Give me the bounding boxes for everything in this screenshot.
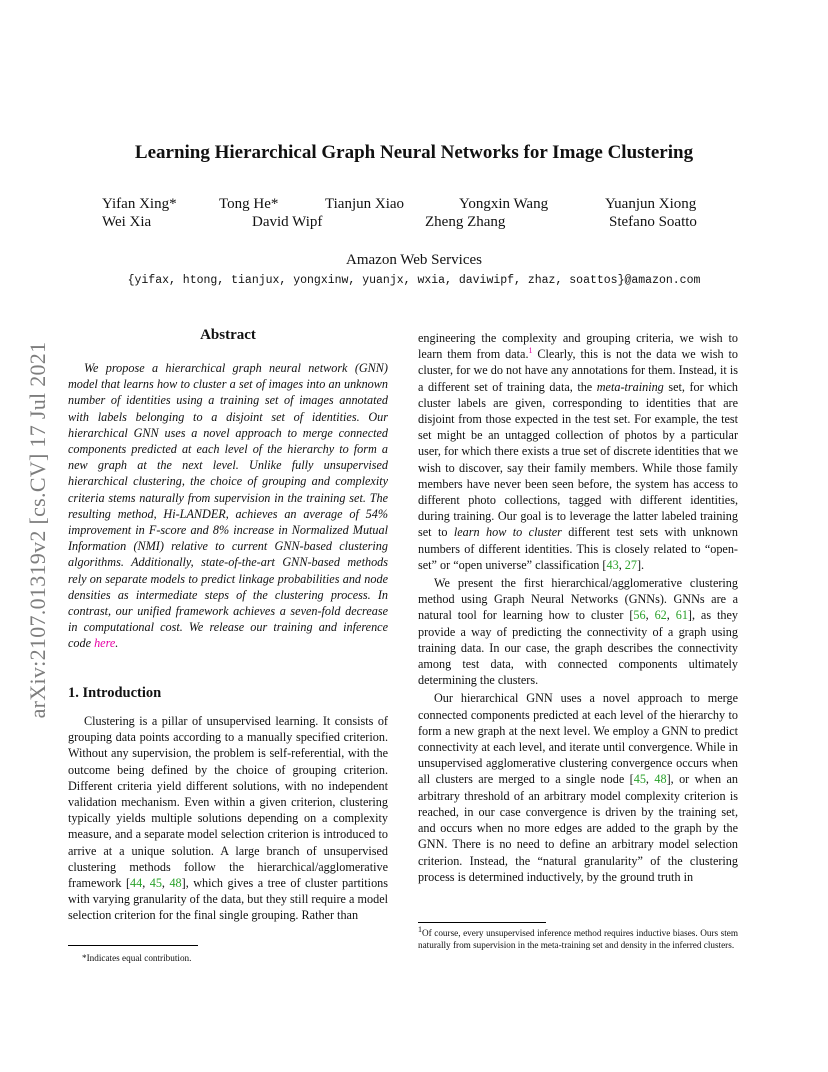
author: Yuanjun Xiong bbox=[605, 196, 697, 212]
affiliation: Amazon Web Services bbox=[346, 252, 482, 268]
text: engineering the complexity and grouping criteria, we wish to learn them from data. bbox=[418, 331, 738, 362]
footnote-rule bbox=[418, 922, 546, 923]
text: Clearly, this is not the data we wish to cluster, for we do not have any annotations for them. Instead, it is a different set of training data, the bbox=[418, 347, 739, 394]
arxiv-identifier-text: arXiv:2107.01319v2 [cs.CV] 17 Jul 2021 bbox=[25, 341, 50, 719]
paper-title: Learning Hierarchical Graph Neural Networks for Image Clustering bbox=[134, 142, 694, 163]
author: Stefano Soatto bbox=[609, 214, 697, 230]
paragraph bbox=[418, 330, 738, 573]
author-emails: {yifax, htong, tianjux, yongxinw, yuanjx, wxia, daviwipf, zhaz, soattos}@amazon.com bbox=[127, 274, 701, 287]
paragraph: We present the first hierarchical/agglomerative clustering method using Graph Neural Networks (GNNs). GNNs are a natural tool for learning how to cluster [56, 62, 61], as they provide a way of predicting the connectivity of a graph using training data. In our case, the graph describes the connectivity among test data, with connected components ultimately determining the clusters. bbox=[418, 576, 738, 688]
abstract-heading: Abstract bbox=[200, 327, 256, 343]
footnote-equal-contribution: *Indicates equal contribution. bbox=[82, 953, 192, 963]
citation-link[interactable]: 61 bbox=[675, 608, 688, 623]
author: Tianjun Xiao bbox=[325, 196, 405, 212]
citation-link[interactable]: 48 bbox=[169, 876, 182, 891]
footnote-inductive-bias bbox=[418, 924, 738, 951]
right-column-body bbox=[418, 330, 738, 885]
author: Wei Xia bbox=[102, 214, 152, 230]
footnote-text: Of course, every unsupervised inference method requires inductive biases. Ours stem naturally from supervision in the meta-training set and density in the inferred clusters. bbox=[418, 928, 738, 951]
emphasis: learn how to cluster bbox=[453, 525, 562, 540]
text: We present the first hierarchical/agglomerative clustering method using Graph Neural Networks (GNNs). GNNs are a natural tool for learning how to cluster [ bbox=[418, 576, 738, 623]
text: ], or when an arbitrary threshold of an arbitrary model complexity criterion is reached, in our case convergence is driven by the training set, and occurs when no more edges are added to the graph by the GNN. There is no need to define an arbitrary model selection criterion. Instead, the “natural granularity” of the clustering process is determined inductively, by the ground truth in bbox=[418, 772, 738, 884]
section-heading-introduction: 1. Introduction bbox=[68, 685, 162, 701]
text: Our hierarchical GNN uses a novel approach to merge connected components predicted at each level of the hierarchy to form a new graph at the next level. We employ a GNN to predict connectivity at each level, and iterate until convergence. While in unsupervised agglomerative clustering convergence occurs when all clusters are merged to a single node [ bbox=[418, 691, 738, 787]
citation-link[interactable]: 43 bbox=[606, 557, 619, 572]
author: Yongxin Wang bbox=[459, 196, 549, 212]
author: David Wipf bbox=[252, 214, 323, 230]
footnote-rule bbox=[68, 945, 198, 946]
abstract-text bbox=[68, 360, 388, 652]
citation-link[interactable]: 27 bbox=[624, 557, 637, 572]
code-link[interactable]: here bbox=[94, 636, 116, 651]
footnote-number: 1 bbox=[418, 924, 422, 934]
intro-text: ], which gives a tree of cluster partitions with varying granularity of the data, but they still require a model selection criterion for the final single grouping. Rather than bbox=[68, 876, 388, 923]
intro-paragraph: Clustering is a pillar of unsupervised learning. It consists of grouping data points according to a manually specified criterion. Without any supervision, the problem is self-referential, with the outcome being defined by the choice of grouping criterion. Different criteria yield different solutions, with no independent validation mechanism. Even within a given criterion, clustering typically yields multiple solutions depending on a complexity measure, and a separate model selection criterion is introduced to arrive at a unique solution. A large branch of unsupervised clustering methods follow the hierarchical/agglomerative framework [44, 45, 48], which gives a tree of cluster partitions with varying granularity of the data, but they still require a model selection criterion for the final single grouping. Rather than bbox=[68, 714, 388, 923]
citation-link[interactable]: 45 bbox=[149, 876, 162, 891]
text: ]. bbox=[636, 557, 645, 572]
author: Tong He* bbox=[219, 196, 279, 212]
paragraph: Our hierarchical GNN uses a novel approach to merge connected components predicted at each level of the hierarchy to form a new graph at the next level. We employ a GNN to predict connectivity at each level, and iterate until convergence. While in unsupervised agglomerative clustering convergence occurs when all clusters are merged to a single node [45, 48], or when an arbitrary threshold of an arbitrary model complexity criterion is reached, in our case convergence is driven by the training set, and occurs when no more edges are added to the graph by the GNN. There is no need to define an arbitrary model selection criterion. Instead, the “natural granularity” of the clustering process is determined inductively, by the ground truth in bbox=[418, 691, 738, 884]
intro-text: Clustering is a pillar of unsupervised learning. It consists of grouping data points according to a manually specified criterion. Without any supervision, the problem is self-referential, with the outcome being defined by the choice of grouping criterion. Different criteria yield different solutions, with no independent validation mechanism. Even within a given criterion, clustering typically yields multiple solutions depending on a complexity measure, and a separate model selection criterion is introduced to arrive at a unique solution. A large branch of unsupervised clustering methods follow the hierarchical/agglomerative framework [ bbox=[68, 714, 388, 891]
citation-link[interactable]: 45 bbox=[633, 772, 646, 787]
footnote-marker[interactable]: 1 bbox=[528, 346, 533, 356]
text: , bbox=[618, 557, 625, 572]
text: ], as they provide a way of predicting the connectivity of a graph using training data. In our case, the graph describes the connectivity among test data, with connected components ultimately determining the clusters. bbox=[418, 608, 738, 688]
citation-link[interactable]: 62 bbox=[654, 608, 667, 623]
abstract-end: . bbox=[115, 636, 119, 651]
abstract-sentence: We propose a hierarchical graph neural network (GNN) model that learns how to cluster a set of images into an unknown number of identities using a training set of images annotated with labels belonging to a disjoint set of identities. Our hierarchical GNN uses a novel approach to merge connected components predicted at each level of the hierarchy to form a new graph at the next level. Unlike fully unsupervised hierarchical clustering, the choice of grouping and complexity criteria stems naturally from supervision in the training set. The resulting method, Hi-LANDER, achieves an average of 54% improvement in F-score and 8% increase in Normalized Mutual Information (NMI) relative to current GNN-based clustering algorithms. Additionally, state-of-the-art GNN-based methods rely on separate models to predict linkage probabilities and node densities as intermediate steps of the clustering process. In contrast, our unified framework achieves a seven-fold decrease in computational cost. We release our training and inference code bbox=[68, 361, 388, 651]
citation-link[interactable]: 44 bbox=[130, 876, 143, 891]
emphasis: meta-training bbox=[596, 379, 664, 394]
abstract-body bbox=[68, 360, 388, 652]
introduction-body bbox=[68, 713, 388, 924]
citation-link[interactable]: 48 bbox=[654, 772, 667, 787]
author: Zheng Zhang bbox=[425, 214, 506, 230]
citation-link[interactable]: 56 bbox=[633, 608, 646, 623]
text: different test sets with unknown numbers of different identities. This is closely related to “open-set” or “open universe” classification [ bbox=[418, 525, 738, 572]
author: Yifan Xing* bbox=[102, 196, 177, 212]
text: set, for which cluster labels are given, corresponding to identities that are disjoint from those expected in the test set. For example, the test set might be an untagged collection of photos by a particular user, for which there exists a true set of discrete identities that we wish to discover, say their family members. While those family members have never been seen before, the system has access to different photo collections, tagged with different identities, during training. Our goal is to leverage the latter labeled training set to bbox=[418, 379, 738, 540]
